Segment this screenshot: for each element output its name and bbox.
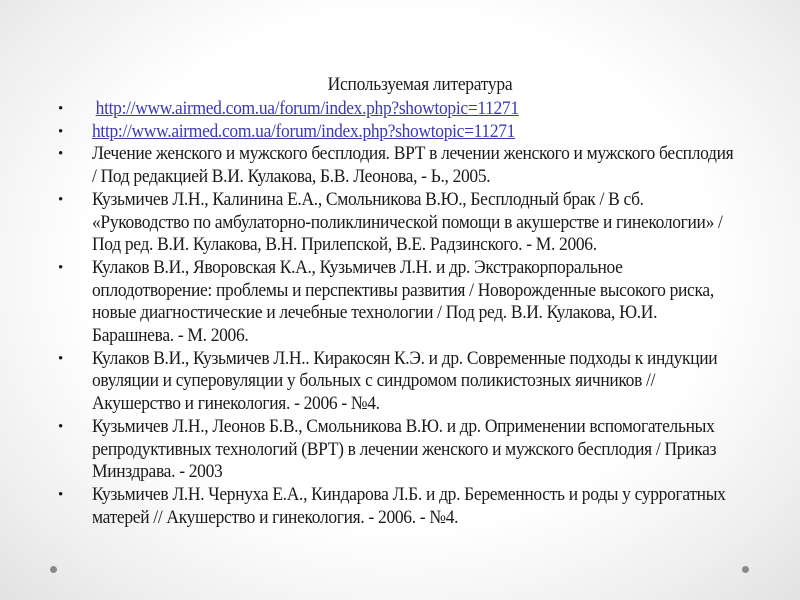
reference-line [92,98,742,121]
reference-list [58,98,798,529]
bullet-icon: • [58,101,63,117]
reference-url-link[interactable]: http://www.airmed.com.ua/forum/index.php?showtopic=11271 [95,98,519,119]
reference-line: Под ред. В.И. Кулакова, В.Н. Прилепской, В.Е. Радзинского. - М. 2006. [92,234,597,256]
reference-item [58,189,798,257]
bullet-icon: • [58,418,63,435]
reference-line: Кулаков В.И., Яворовская К.А., Кузьмичев Л.Н. и др. Экстракорпоральное [92,256,623,278]
bullet-icon: • [58,486,63,503]
reference-line: овуляции и суперовуляции у больных с синдромом поликистозных яичников // [92,370,656,392]
reference-line: Акушерство и гинекология. - 2006 - №4. [92,393,380,415]
reference-item [58,348,798,416]
reference-item [58,484,798,529]
decorative-dot-right [742,566,749,573]
reference-link-item [58,98,798,121]
reference-line: Лечение женского и мужского бесплодия. ВРТ в лечении женского и мужского бесплодия [92,143,734,165]
reference-item [58,257,798,348]
reference-item [58,416,798,484]
reference-line: «Руководство по амбулаторно-поликлинической помощи в акушерстве и гинекологии» / [92,211,723,233]
reference-line [92,121,742,144]
reference-link-item [58,121,798,144]
bullet-icon: • [58,350,63,367]
bullet-icon: • [58,191,63,208]
bullet-icon: • [58,259,63,276]
reference-line: Минздрава. - 2003 [92,461,223,483]
reference-line: Кузьмичев Л.Н., Калинина Е.А., Смольникова В.Ю., Бесплодный брак / В сб. [92,188,644,210]
reference-line: Кулаков В.И., Кузьмичев Л.Н.. Киракосян К.Э. и др. Современные подходы к индукции [92,347,718,369]
reference-line: / Под редакцией В.И. Кулакова, Б.В. Леонова, - Ь., 2005. [92,166,491,188]
reference-line: оплодотворение: проблемы и перспективы развития / Новорожденные высокого риска, [92,279,714,301]
reference-item [58,143,798,188]
reference-line: репродуктивных технологий (ВРТ) в лечении женского и мужского бесплодия / Приказ [92,438,717,460]
reference-line: Кузьмичев Л.Н., Леонов Б.В., Смольникова В.Ю. и др. Оприменении вспомогательных [92,415,715,437]
reference-line: новые диагностические и лечебные технологии / Под ред. В.И. Кулакова, Ю.И. [92,302,658,324]
bullet-icon: • [58,146,63,163]
decorative-dot-left [50,566,57,573]
reference-line: Кузьмичев Л.Н. Чернуха Е.А., Киндарова Л.Б. и др. Беременность и роды у суррогатных [92,483,726,505]
bullet-icon: • [58,123,63,140]
page-title: Используемая литература [327,74,513,95]
reference-url-link[interactable]: http://www.airmed.com.ua/forum/index.php?showtopic=11271 [92,120,516,142]
reference-line: матерей // Акушерство и гинекология. - 2006. - №4. [92,506,459,528]
reference-line: Барашнева. - М. 2006. [92,325,249,347]
